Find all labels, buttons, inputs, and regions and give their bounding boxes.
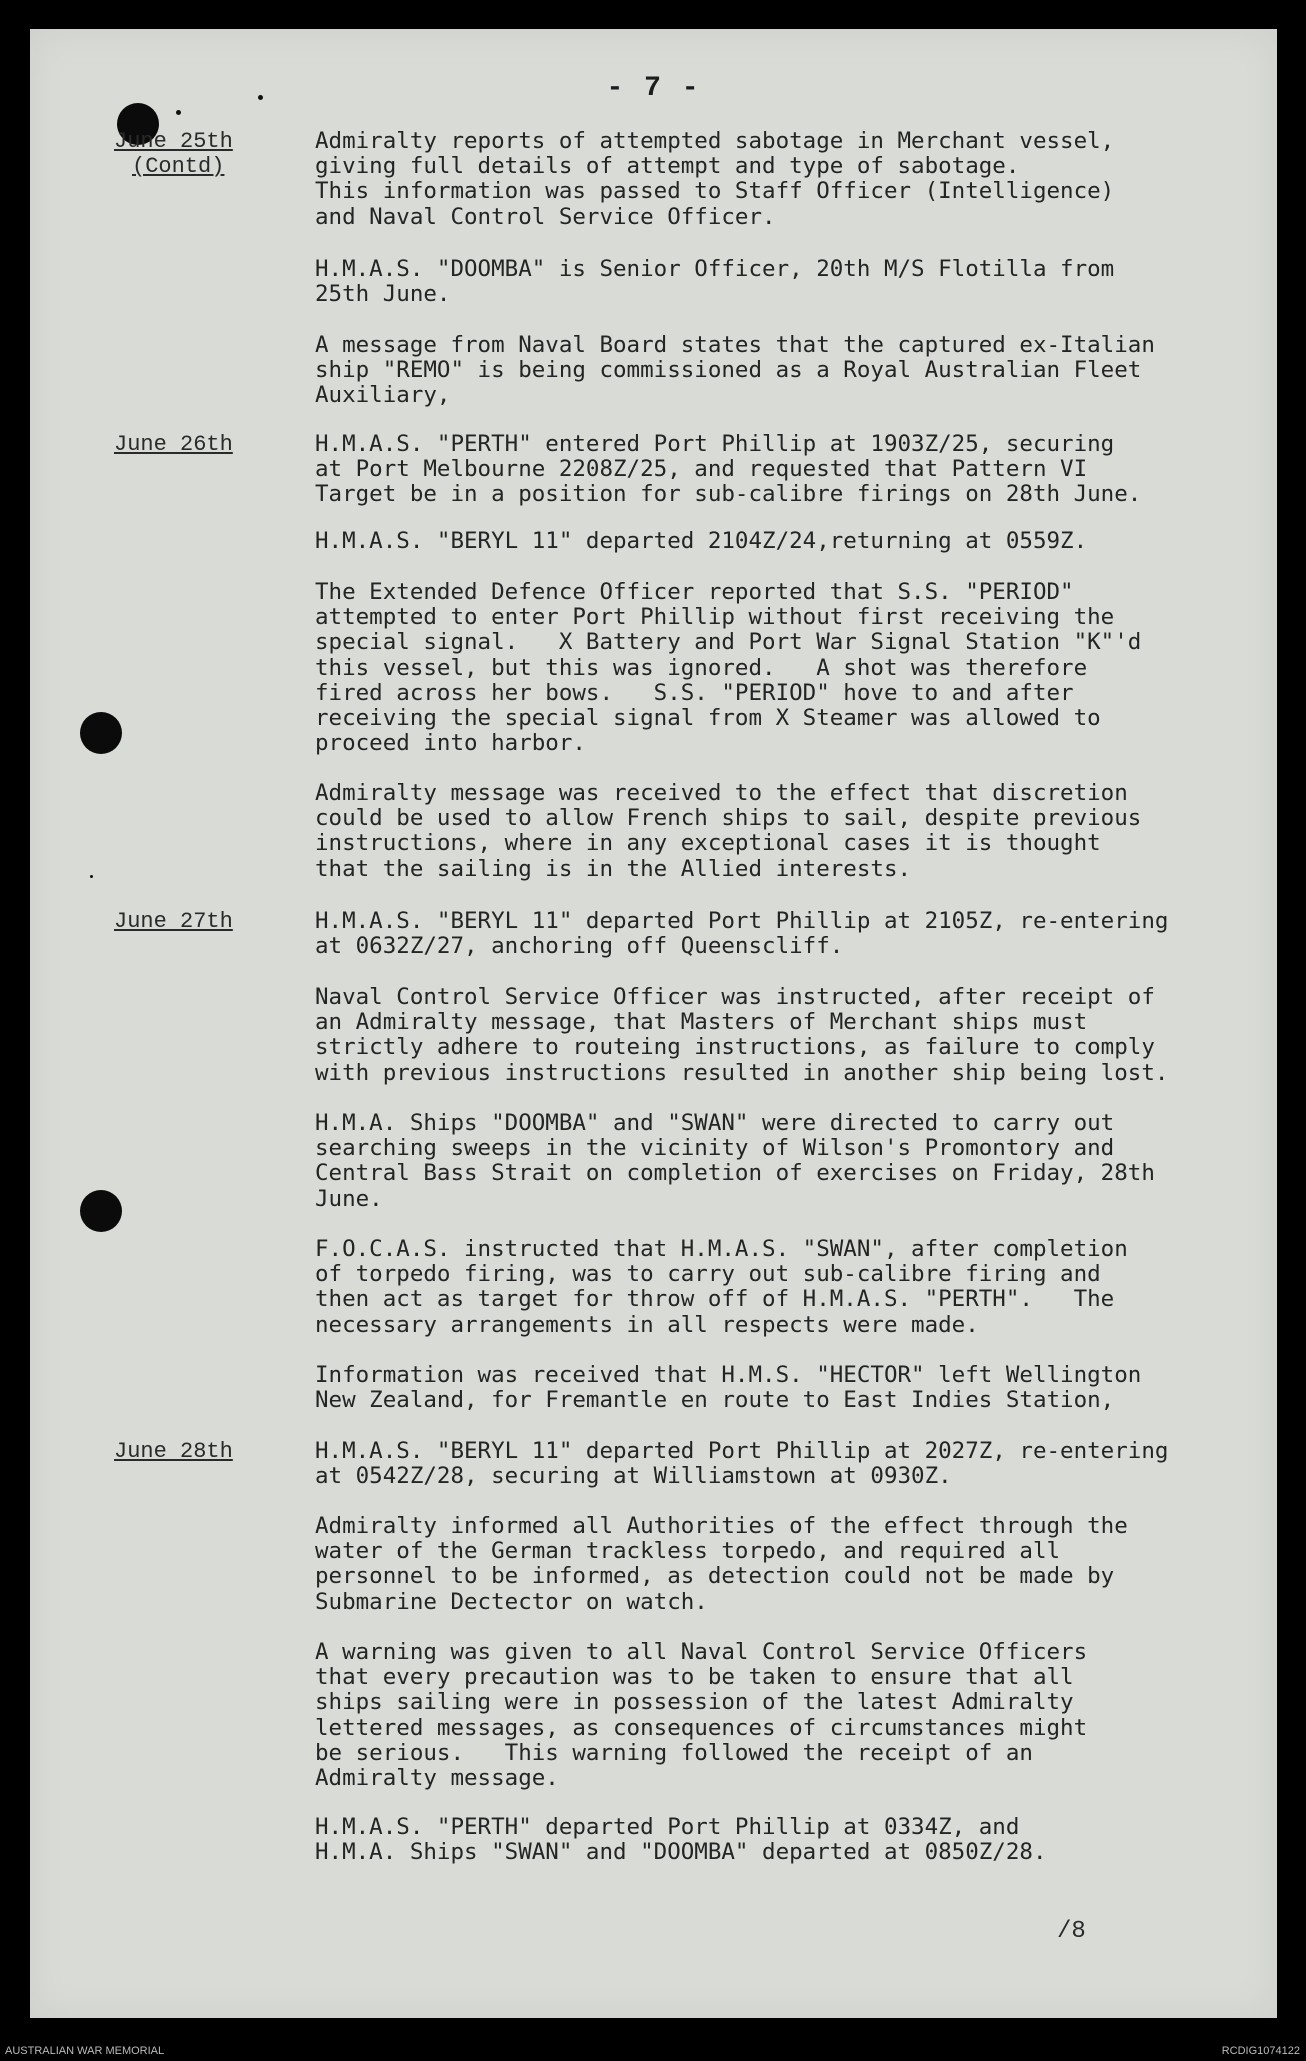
entry-date-label: June 25th (114, 129, 233, 154)
entry-date-label: June 26th (114, 432, 233, 457)
ink-speck (176, 110, 181, 115)
entry-date (114, 1439, 264, 1464)
entry-paragraph: H.M.A.S. "BERYL 11" departed Port Phillip at 2105Z, re-entering at 0632Z/27, anchoring off Queenscliff. (315, 908, 1169, 960)
footer (0, 2045, 1306, 2061)
entry-paragraph: The Extended Defence Officer reported that S.S. "PERIOD" attempted to enter Port Phillip without first receiving the special signal. X Battery and Port War Signal Station "K"'d this vessel, but this was ignored. A shot was therefore fired across her bows. S.S. "PERIOD" hove to and after receiving the special signal from X Steamer was allowed to proceed into harbor. (315, 579, 1142, 757)
entry-paragraph: H.M.A.S. "PERTH" departed Port Phillip at 0334Z, and H.M.A. Ships "SWAN" and "DOOMBA" departed at 0850Z/28. (315, 1814, 1047, 1866)
entry-paragraph: A warning was given to all Naval Control Service Officers that every precaution was to be taken to ensure that all ships sailing were in possession of the latest Admiralty lettered messages, as consequences of circumstances might be serious. This warning followed the receipt of an Admiralty message. (315, 1639, 1088, 1792)
footer-archive-name: AUSTRALIAN WAR MEMORIAL (5, 2045, 165, 2057)
entry-paragraph: A message from Naval Board states that the captured ex-Italian ship "REMO" is being commissioned as a Royal Australian Fleet Auxiliary, (315, 332, 1155, 409)
entry-paragraph: F.O.C.A.S. instructed that H.M.A.S. "SWAN", after completion of torpedo firing, was to carry out sub-calibre firing and then act as target for throw off of H.M.A.S. "PERTH". The necessary arrangements in all respects were made. (315, 1236, 1128, 1338)
document-page (30, 29, 1277, 2018)
entry-date (114, 909, 264, 934)
entry-date-label: June 28th (114, 1439, 233, 1464)
entry-paragraph: Admiralty message was received to the effect that discretion could be used to allow French ships to sail, despite previous instructions, where in any exceptional cases it is thought that the sailing is in the Allied interests. (315, 780, 1142, 882)
entry-paragraph: Admiralty informed all Authorities of the effect through the water of the German trackless torpedo, and required all personnel to be informed, as detection could not be made by Submarine Dectector on watch. (315, 1513, 1128, 1615)
entry-date-continued: (Contd) (132, 154, 225, 179)
entry-paragraph: H.M.A.S. "DOOMBA" is Senior Officer, 20th M/S Flotilla from 25th June. (315, 256, 1115, 308)
entry-paragraph: H.M.A.S. "BERYL 11" departed 2104Z/24,returning at 0559Z. (315, 528, 1088, 554)
entry-paragraph: H.M.A.S. "PERTH" entered Port Phillip at 1903Z/25, securing at Port Melbourne 2208Z/25, and requested that Pattern VI Target be in a position for sub-calibre firings on 28th June. (315, 431, 1142, 508)
ink-speck (90, 875, 93, 878)
punch-hole-lower (80, 1190, 122, 1232)
page-number: - 7 - (606, 73, 701, 104)
footer-record-id: RCDIG1074122 (1221, 2045, 1300, 2057)
entry-date (114, 432, 264, 457)
entry-paragraph: Naval Control Service Officer was instructed, after receipt of an Admiralty message, that Masters of Merchant ships must strictly adhere to routeing instructions, as failure to comply with previous instructions resulted in another ship being lost. (315, 984, 1169, 1086)
entry-paragraph: Admiralty reports of attempted sabotage in Merchant vessel, giving full details of attempt and type of sabotage. This information was passed to Staff Officer (Intelligence) and Naval Control Service Officer. (315, 128, 1115, 230)
continuation-marker: /8 (1057, 1918, 1086, 1945)
entry-paragraph: H.M.A. Ships "DOOMBA" and "SWAN" were directed to carry out searching sweeps in the vicinity of Wilson's Promontory and Central Bass Strait on completion of exercises on Friday, 28th June. (315, 1110, 1155, 1212)
entry-date-label: June 27th (114, 909, 233, 934)
punch-hole-middle (80, 712, 122, 754)
entry-date (114, 129, 264, 179)
entry-paragraph: H.M.A.S. "BERYL 11" departed Port Phillip at 2027Z, re-entering at 0542Z/28, securing at Williamstown at 0930Z. (315, 1438, 1169, 1490)
entry-paragraph: Information was received that H.M.S. "HECTOR" left Wellington New Zealand, for Fremantle en route to East Indies Station, (315, 1362, 1142, 1414)
